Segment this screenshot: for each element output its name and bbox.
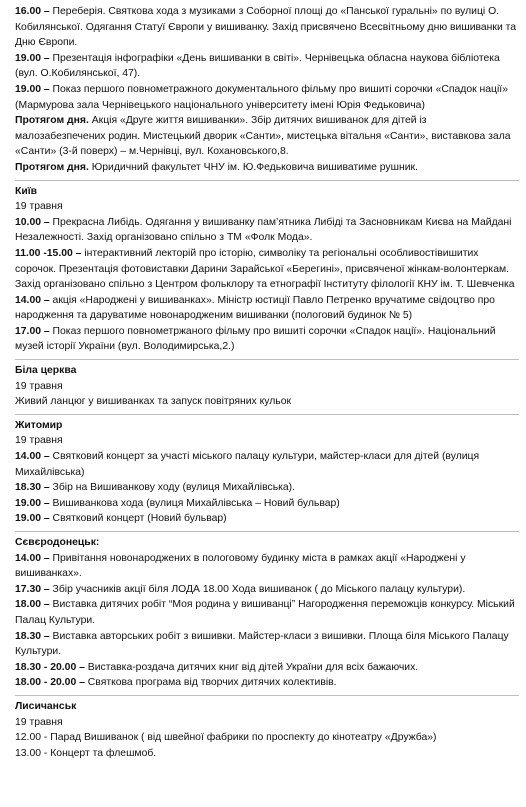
event-line: 14.00 – акція «Народжені у вишиванках». Міністр юстиції Павло Петренко вручатиме свідоцтво про народження та даруватиме новонародженим вишиванки (пологовий будинок № 5) (15, 294, 495, 322)
event-time: 19.00 – (15, 83, 50, 95)
event-line: 12.00 - Парад Вишиванок ( від швейної фабрики по проспекту до кінотеатру «Дружба») (15, 732, 437, 744)
event-time: 14.00 – (15, 552, 50, 564)
event-line: 19.00 – Показ першого повнометражного документального фільму про вишиті сорочки «Спадок нації» (Мармурова зала Чернівецького національного університету імені Юрія Федьковича) (15, 83, 508, 111)
city-heading: Біла церква (15, 365, 77, 377)
event-line: Протягом дня. Акція «Друге життя вишиванки». Збір дитячих вишиванок для дітей із малозабезпечених родин. Мистецький дворик «Санти», мистецька вітальня «Санти», виставкова зала «Санти» (3-й поверх) – м.Чернівці, вул. Кохановського,8. (15, 115, 511, 158)
event-line: Живий ланцюг у вишиванках та запуск повітряних кульок (15, 396, 292, 408)
event-time: 18.00 – (15, 599, 50, 611)
event-time: 18.30 – (15, 482, 50, 494)
event-date: 19 травня (15, 435, 63, 447)
event-time: 19.00 – (15, 497, 50, 509)
section-kyiv (15, 180, 519, 356)
city-heading: Київ (15, 185, 38, 197)
event-date: 19 травня (15, 380, 63, 392)
event-time: 18.30 - 20.00 – (15, 661, 85, 673)
event-line: 17.00 – Показ першого повнометржаного фільму про вишиті сорочки «Спадок нації». Національний музей історії України (вул. Володимирська,2.) (15, 325, 496, 353)
event-time: 19.00 – (15, 52, 50, 64)
section-zhytomyr (15, 414, 519, 527)
document-page (15, 4, 519, 761)
event-time: 10.00 – (15, 216, 50, 228)
event-date: 19 травня (15, 716, 63, 728)
event-line: 18.30 – Виставка авторських робіт з вишивки. Майстер-класи з вишивки. Площа біля Міського Палацу Культури. (15, 630, 509, 658)
section-chernivtsi (15, 4, 519, 176)
event-line: 18.30 – Збір на Вишиванкову ходу (вулиця Михайлівська). (15, 482, 296, 494)
event-line: 11.00 -15.00 – інтерактивний лекторій про історію, символіку та регіональні особливостівишитих сорочок. Презентація фотовиставки Дарини Зарайської «Берегині», присвяченої жінкам-волонтеркам. Захід організовано спільно з Центром фольклору та етнографії Інституту філології КНУ ім. Т. Шевченка (15, 247, 515, 291)
section-sievierodonetsk (15, 531, 519, 691)
event-line: 10.00 – Прекрасна Либідь. Одягання у вишиванку пам’ятника Либіді та Засновникам Києва на Майдані Незалежності. Захід організовано спільно з ТМ «Фолк Мода». (15, 216, 512, 244)
event-time: 14.00 – (15, 294, 50, 306)
event-line: 14.00 – Святковий концерт за участі міського палацу культури, майстер-класи для дітей (вулиця Михайлівська) (15, 451, 480, 478)
event-line: 13.00 - Концерт та флешмоб. (15, 747, 157, 759)
event-line: 18.30 - 20.00 – Виставка-роздача дитячих книг від дітей України для всіх бажаючих. (15, 661, 419, 673)
city-heading: Сєвєродонецьк: (15, 537, 100, 548)
event-line: 19.00 – Святковий концерт (Новий бульвар) (15, 513, 227, 525)
city-heading: Лисичанськ (15, 700, 77, 712)
event-time: Протягом дня. (15, 115, 89, 127)
event-time: Протягом дня. (15, 161, 89, 173)
event-time: 17.30 – (15, 583, 50, 595)
city-heading: Житомир (15, 419, 63, 431)
event-date: 19 травня (15, 201, 63, 213)
event-line: 19.00 – Вишиванкова хода (вулиця Михайлівська – Новий бульвар) (15, 497, 340, 509)
event-time: 16.00 – (15, 6, 50, 17)
event-time: 11.00 -15.00 – (15, 247, 82, 259)
section-lysychansk (15, 695, 519, 761)
event-line: 16.00 – Переберія. Святкова хода з музиками з Соборної площі до «Панської гуральні» по вулиці О. Кобилянської. Одягання Статуї Європи у вишиванку. Захід присвячено Всесвітньому дню вишиванки та Дню Європи. (15, 6, 517, 49)
event-time: 18.30 – (15, 630, 50, 642)
event-time: 14.00 – (15, 451, 50, 463)
event-time: 17.00 – (15, 325, 50, 337)
event-line: Протягом дня. Юридичний факультет ЧНУ ім. Ю.Федьковича вишиватиме рушник. (15, 161, 418, 173)
event-line: 18.00 - 20.00 – Святкова програма від творчих дитячих колективів. (15, 677, 337, 689)
event-time: 19.00 – (15, 513, 50, 525)
event-line: 17.30 – Збір учасників акції біля ЛОДА 18.00 Хода вишиванок ( до Міського палацу культури). (15, 583, 466, 595)
event-time: 18.00 - 20.00 – (15, 677, 85, 689)
event-line: 19.00 – Презентація інфографіки «День вишиванки в світі». Чернівецька обласна наукова бібліотека (вул. О.Кобилянської, 47). (15, 52, 500, 80)
section-bila-tserkva (15, 359, 519, 410)
event-line: 14.00 – Привітання новонароджених в пологовому будинку міста в рамках акції «Народжені у вишиванках». (15, 552, 466, 580)
event-line: 18.00 – Виставка дитячих робіт “Моя родина у вишиванці” Нагородження переможців конкурсу. Міський Палац Культури. (15, 599, 515, 626)
